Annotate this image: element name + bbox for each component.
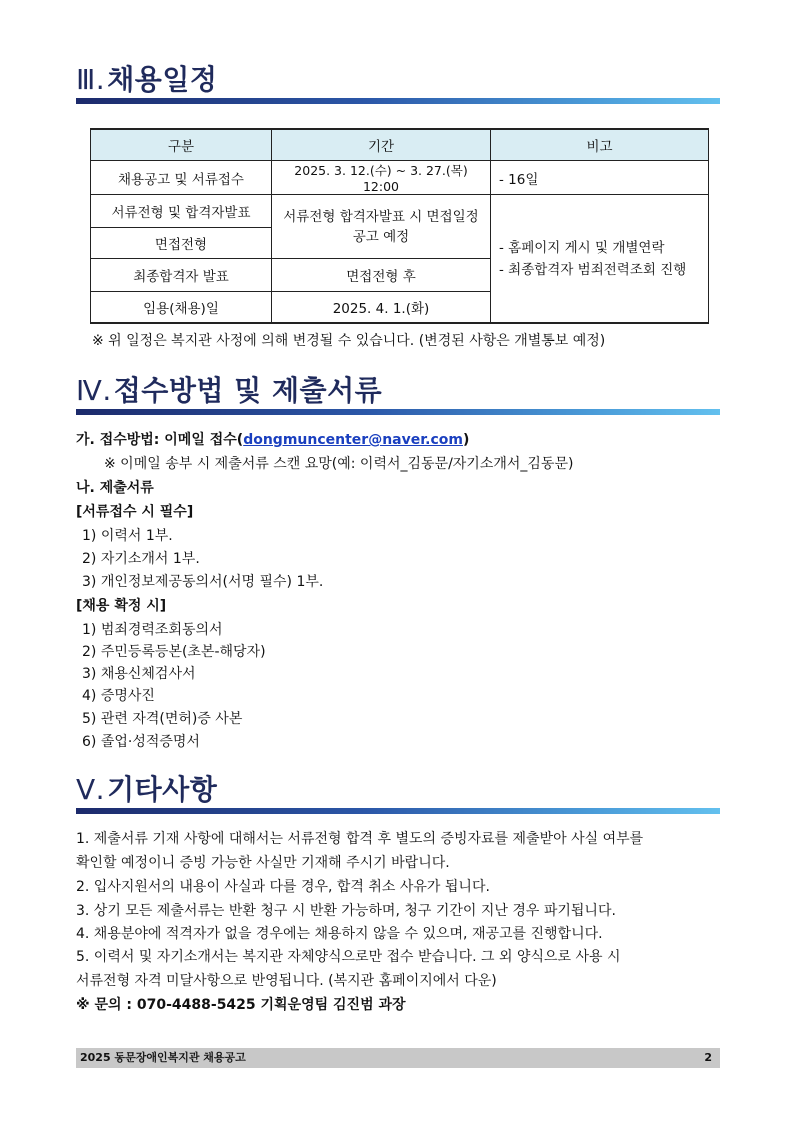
row-period: 서류전형 합격자발표 시 면접일정 공고 예정 [272, 195, 491, 259]
row-period: 면접전형 후 [272, 259, 491, 292]
list-item: 5) 관련 자격(면허)증 사본 [82, 711, 243, 727]
apply-method: 가. 접수방법: 이메일 접수(dongmuncenter@naver.com) [76, 432, 470, 448]
apply-method-note: ※ 이메일 송부 시 제출서류 스캔 요망(예: 이력서_김동문/자기소개서_김동문) [104, 456, 574, 472]
group1-title: [서류접수 시 필수] [76, 504, 194, 520]
row-label: 임용(채용)일 [91, 292, 272, 324]
row-label: 최종합격자 발표 [91, 259, 272, 292]
etc-line: 서류전형 자격 미달사항으로 반영됩니다. (복지관 홈페이지에서 다운) [76, 973, 497, 989]
list-item: 1) 범죄경력조회동의서 [82, 622, 223, 638]
list-item: 6) 졸업·성적증명서 [82, 734, 200, 750]
schedule-note: ※ 위 일정은 복지관 사정에 의해 변경될 수 있습니다. (변경된 사항은 개별통보 예정) [92, 333, 606, 349]
list-item: 2) 주민등록등본(초본-해당자) [82, 644, 266, 660]
row-period: 2025. 3. 12.(수) ~ 3. 27.(목) 12:00 [272, 161, 491, 195]
etc-line: 1. 제출서류 기재 사항에 대해서는 서류전형 합격 후 별도의 증빙자료를 제출받아 사실 여부를 [76, 831, 644, 847]
section-3-divider [76, 98, 720, 104]
list-item: 4) 증명사진 [82, 688, 155, 704]
docs-title: 나. 제출서류 [76, 480, 154, 496]
row-label: 채용공고 및 서류접수 [91, 161, 272, 195]
section-5-divider [76, 808, 720, 814]
schedule-table [90, 128, 709, 324]
etc-line: 5. 이력서 및 자기소개서는 복지관 자체양식으로만 접수 받습니다. 그 외 양식으로 사용 시 [76, 949, 621, 965]
list-item: 1) 이력서 1부. [82, 528, 173, 544]
note-line: - 최종합격자 범죄전력조회 진행 [499, 261, 687, 278]
row-period: 2025. 4. 1.(화) [272, 292, 491, 324]
etc-line: 확인할 예정이니 증빙 가능한 사실만 기재해 주시기 바랍니다. [76, 855, 450, 871]
header-category: 구분 [91, 129, 272, 161]
list-item: 3) 개인정보제공동의서(서명 필수) 1부. [82, 574, 324, 590]
table-header-row [91, 129, 709, 161]
header-note: 비고 [491, 129, 709, 161]
page-number: 2 [704, 1051, 712, 1064]
list-item: 3) 채용신체검사서 [82, 666, 196, 682]
etc-line: 4. 채용분야에 적격자가 없을 경우에는 채용하지 않을 수 있으며, 재공고를 진행합니다. [76, 926, 603, 942]
table-row [91, 195, 709, 228]
etc-line: 2. 입사지원서의 내용이 사실과 다를 경우, 합격 취소 사유가 됩니다. [76, 879, 490, 895]
merged-note [491, 195, 709, 324]
etc-line: 3. 상기 모든 제출서류는 반환 청구 시 반환 가능하며, 청구 기간이 지난 경우 파기됩니다. [76, 903, 616, 919]
list-item: 2) 자기소개서 1부. [82, 551, 200, 567]
group2-title: [채용 확정 시] [76, 598, 167, 614]
section-3-heading: Ⅲ.채용일정 [76, 63, 218, 96]
footer-title: 2025 동문장애인복지관 채용공고 [80, 1051, 246, 1064]
contact-info: ※ 문의 : 070-4488-5425 기획운영팀 김진범 과장 [76, 997, 406, 1013]
page-footer [76, 1048, 720, 1068]
table-row [91, 161, 709, 195]
header-period: 기간 [272, 129, 491, 161]
row-note: - 16일 [491, 161, 709, 195]
section-5-heading: Ⅴ.기타사항 [76, 773, 218, 806]
row-label: 서류전형 및 합격자발표 [91, 195, 272, 228]
note-line: - 홈페이지 게시 및 개별연락 [499, 239, 665, 256]
section-4-heading: Ⅳ.접수방법 및 제출서류 [76, 374, 383, 407]
section-4-divider [76, 409, 720, 415]
row-label: 면접전형 [91, 228, 272, 259]
email-link[interactable]: dongmuncenter@naver.com [243, 432, 463, 448]
